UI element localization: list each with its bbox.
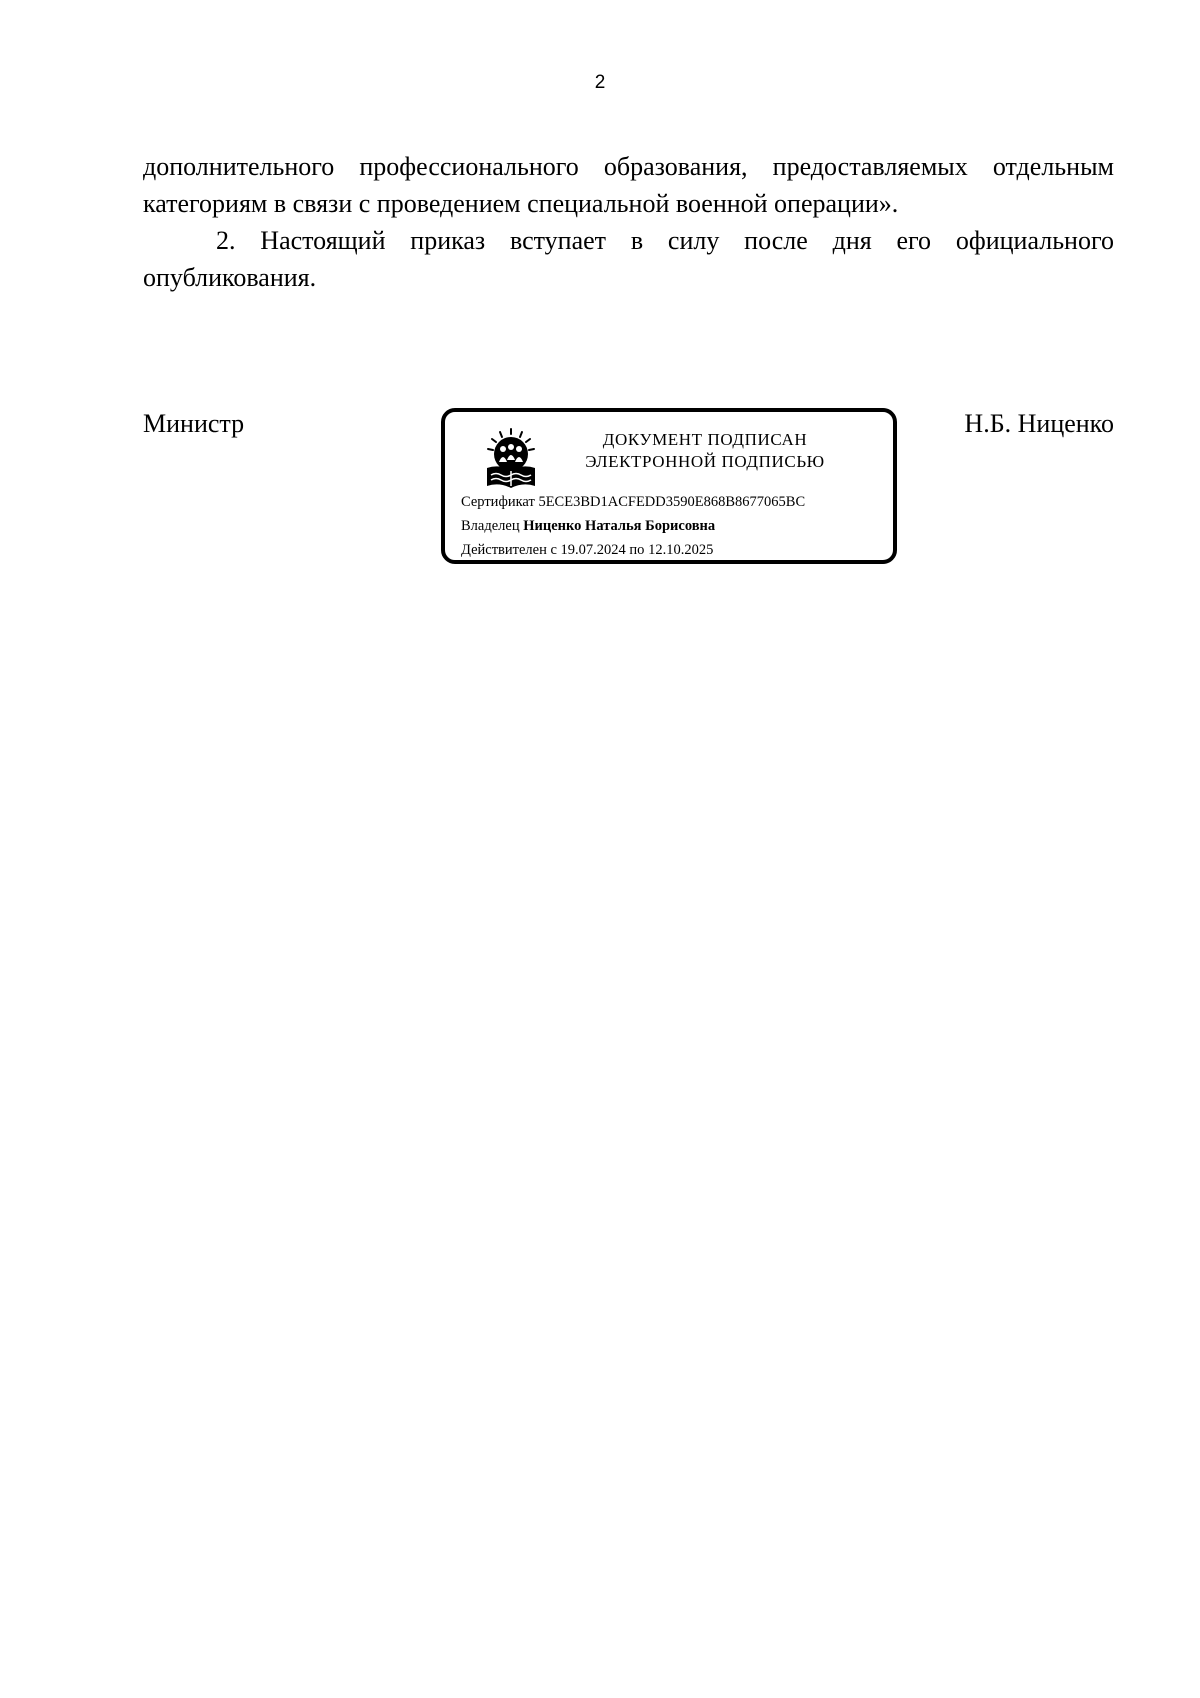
stamp-certificate-line [461, 490, 891, 514]
certificate-label: Сертификат [461, 494, 535, 510]
paragraph-2: 2. Настоящий приказ вступает в силу после дня его официального опубликования. [143, 226, 1114, 292]
regional-emblem-icon [483, 428, 539, 490]
valid-from-label: с [550, 542, 557, 558]
stamp-title [545, 429, 865, 473]
valid-label: Действителен [461, 542, 547, 558]
owner-value: Ниценко Наталья Борисовна [523, 518, 716, 534]
signatory-position: Министр [143, 409, 245, 438]
stamp-title-line-1: ДОКУМЕНТ ПОДПИСАН [602, 430, 808, 449]
signatory-name: Н.Б. Ниценко [964, 409, 1114, 438]
owner-label: Владелец [461, 518, 520, 534]
paragraph-continuation: дополнительного профессионального образования, предоставляемых отдельным категориям в связи с проведением специальной военной операции». [143, 152, 1114, 218]
stamp-title-line-2: ЭЛЕКТРОННОЙ ПОДПИСЬЮ [585, 452, 825, 471]
electronic-signature-stamp [441, 408, 897, 564]
stamp-details [461, 490, 891, 562]
page-number: 2 [594, 72, 606, 93]
stamp-validity-line [461, 538, 891, 562]
certificate-value: 5ECE3BD1ACFEDD3590E868B8677065BC [538, 494, 806, 510]
document-body [143, 148, 1114, 296]
valid-from-date: 19.07.2024 [560, 542, 626, 558]
valid-to-label: по [629, 542, 645, 558]
valid-to-date: 12.10.2025 [648, 542, 714, 558]
stamp-owner-line [461, 514, 891, 538]
